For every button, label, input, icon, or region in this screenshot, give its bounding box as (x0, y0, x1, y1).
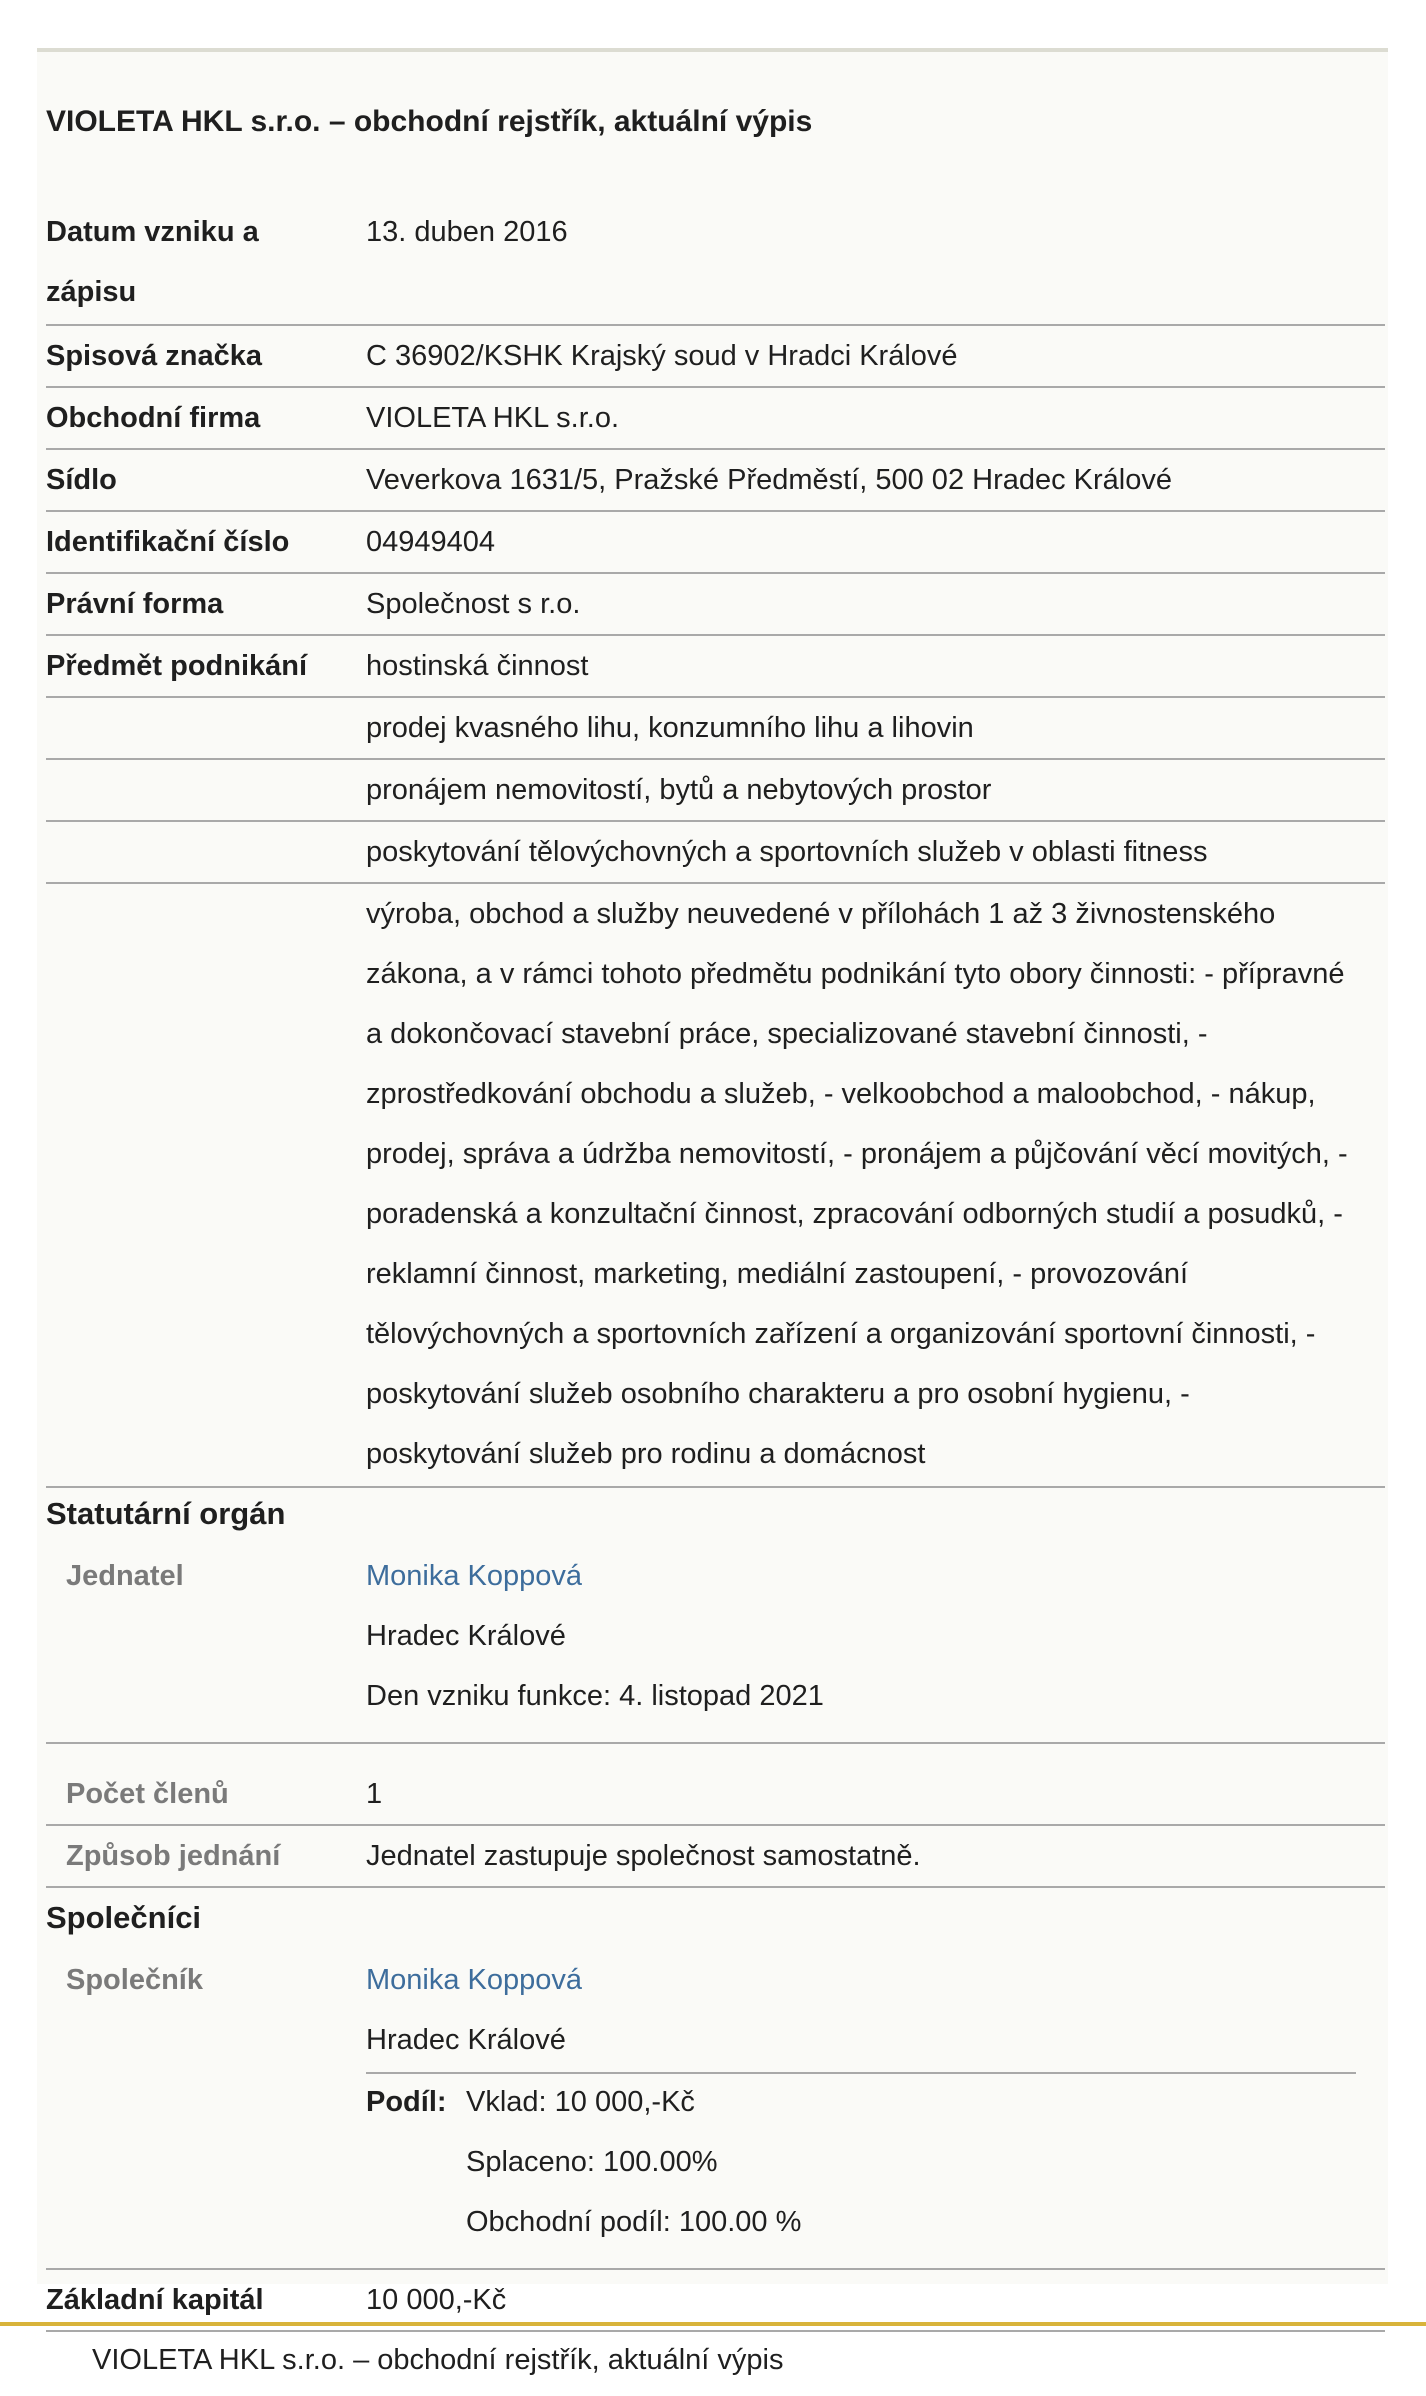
jednatel-label: Jednatel (66, 1560, 184, 1592)
footer-divider (0, 2322, 1426, 2326)
predmet-long-line: zprostředkování obchodu a služeb, - velkoobchod a maloobchod, - nákup, (366, 1078, 1316, 1110)
jednatel-city: Hradec Králové (366, 1620, 566, 1652)
predmet-label: Předmět podnikání (46, 650, 308, 682)
row-predmet-1 (46, 636, 1385, 698)
forma-label: Právní forma (46, 588, 224, 620)
predmet-item: poskytování tělovýchovných a sportovních služeb v oblasti fitness (366, 836, 1208, 868)
row-pravni-forma (46, 574, 1385, 636)
podil-vklad: Vklad: 10 000,-Kč (466, 2086, 695, 2118)
sidlo-label: Sídlo (46, 464, 117, 496)
statutarni-heading: Statutární orgán (46, 1496, 286, 1531)
row-zpusob-jednani (46, 1826, 1385, 1888)
row-identifikacni-cislo (46, 512, 1385, 574)
footer-title: VIOLETA HKL s.r.o. – obchodní rejstřík, aktuální výpis (92, 2344, 784, 2376)
jednatel-details (366, 1546, 1381, 1726)
sidlo-value: Veverkova 1631/5, Pražské Předměstí, 500 02 Hradec Králové (366, 464, 1172, 496)
predmet-long-line: zákona, a v rámci tohoto předmětu podnikání tyto obory činnosti: - přípravné (366, 958, 1345, 990)
spolecnik-label: Společník (66, 1964, 203, 1996)
row-sidlo (46, 450, 1385, 512)
page-title: VIOLETA HKL s.r.o. – obchodní rejstřík, aktuální výpis (46, 105, 813, 138)
kapital-label: Základní kapitál (46, 2284, 264, 2316)
row-predmet-4 (46, 822, 1385, 884)
podil-obchodni: Obchodní podíl: 100.00 % (466, 2206, 802, 2238)
row-pocet-clenu (46, 1764, 1385, 1826)
predmet-long-line: prodej, správa a údržba nemovitostí, - pronájem a půjčování věcí movitých, - (366, 1138, 1348, 1170)
register-extract-card (37, 48, 1388, 2316)
row-obchodni-firma (46, 388, 1385, 450)
row-predmet-3 (46, 760, 1385, 822)
predmet-long-line: tělovýchovných a sportovních zařízení a organizování sportovní činnosti, - (366, 1318, 1316, 1350)
podil-label: Podíl: (366, 2086, 447, 2118)
podil-splaceno: Splaceno: 100.00% (466, 2146, 718, 2178)
row-predmet-2 (46, 698, 1385, 760)
zpusob-label: Způsob jednání (66, 1840, 281, 1872)
spisova-value: C 36902/KSHK Krajský soud v Hradci Králové (366, 340, 958, 372)
zpusob-value: Jednatel zastupuje společnost samostatně. (366, 1840, 921, 1872)
firma-label: Obchodní firma (46, 402, 261, 434)
predmet-long-line: reklamní činnost, marketing, mediální zastoupení, - provozování (366, 1258, 1189, 1290)
predmet-long-line: poskytování služeb pro rodinu a domácnost (366, 1438, 926, 1470)
pocet-value: 1 (366, 1778, 383, 1810)
row-datum-vzniku (46, 202, 1385, 326)
forma-value: Společnost s r.o. (366, 588, 581, 620)
jednatel-since: Den vzniku funkce: 4. listopad 2021 (366, 1680, 824, 1712)
spolecnik-name-link[interactable]: Monika Koppová (366, 1964, 583, 1996)
predmet-long-line: poradenská a konzultační činnost, zpracování odborných studií a posudků, - (366, 1198, 1343, 1230)
predmet-long-line: a dokončovací stavební práce, specializované stavební činnosti, - (366, 1018, 1208, 1050)
predmet-item-long (366, 884, 1381, 1484)
row-predmet-5 (46, 884, 1385, 1488)
predmet-long-line: poskytování služeb osobního charakteru a pro osobní hygienu, - (366, 1378, 1190, 1410)
row-spolecnik (46, 1950, 1385, 2270)
row-jednatel (46, 1546, 1385, 1744)
predmet-item: pronájem nemovitostí, bytů a nebytových prostor (366, 774, 992, 806)
ico-value: 04949404 (366, 526, 496, 558)
pocet-label: Počet členů (66, 1778, 229, 1810)
spolecnik-details (366, 1950, 1381, 2070)
datum-value: 13. duben 2016 (366, 216, 568, 248)
row-spisova-znacka (46, 326, 1385, 388)
spisova-label: Spisová značka (46, 340, 262, 372)
firma-value: VIOLETA HKL s.r.o. (366, 402, 620, 434)
predmet-item: hostinská činnost (366, 650, 589, 682)
datum-label-line1: Datum vzniku a (46, 216, 259, 248)
predmet-long-line: výroba, obchod a služby neuvedené v přílohách 1 až 3 živnostenského (366, 898, 1276, 930)
datum-label-line2: zápisu (46, 276, 137, 308)
spolecnik-city: Hradec Králové (366, 2024, 566, 2056)
ico-label: Identifikační číslo (46, 526, 290, 558)
predmet-item: prodej kvasného lihu, konzumního lihu a lihovin (366, 712, 974, 744)
kapital-value: 10 000,-Kč (366, 2284, 507, 2316)
jednatel-name-link[interactable]: Monika Koppová (366, 1560, 583, 1592)
spolecnici-heading: Společníci (46, 1900, 202, 1935)
